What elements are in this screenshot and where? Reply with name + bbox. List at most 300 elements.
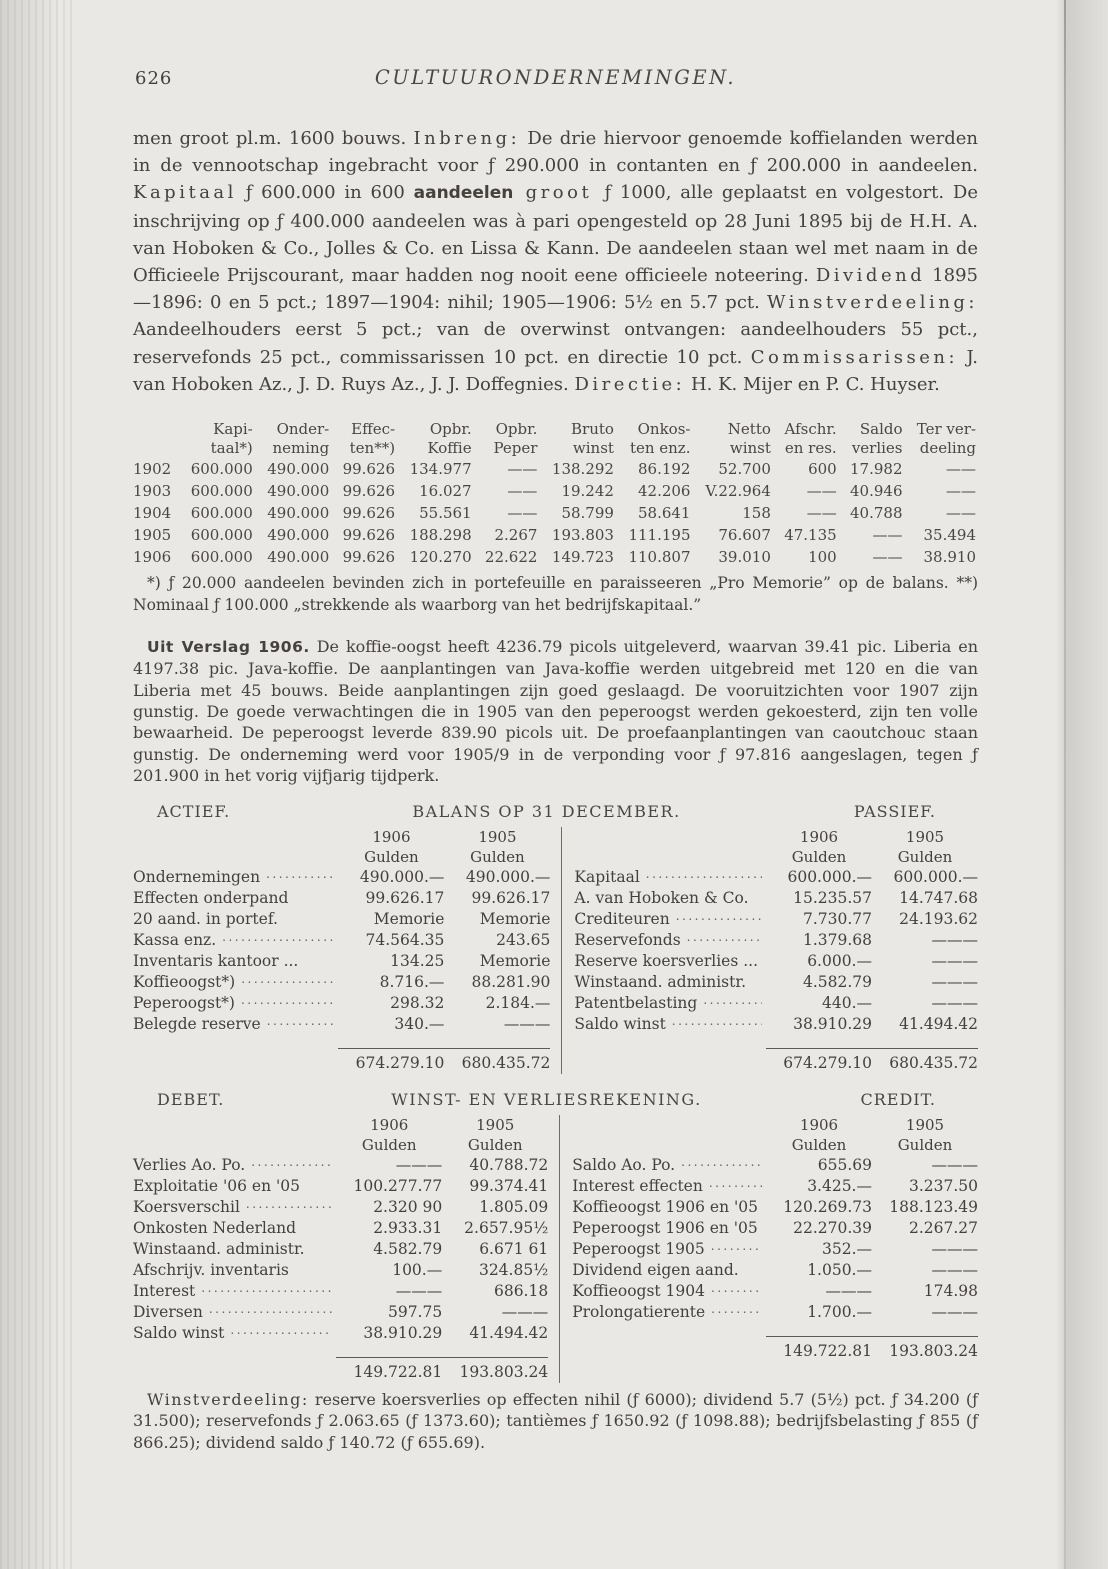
value-1905: 174.98	[923, 1282, 978, 1301]
wv-credit-column	[560, 1115, 978, 1383]
stats-cell: 600.000	[190, 548, 253, 567]
value-1906: 38.910.29	[363, 1324, 443, 1343]
value-1905: 243.65	[496, 931, 551, 950]
intro-segment: ƒ 1000, alle geplaatst en volgestort. De inschrijving op ƒ 400.000 aandeelen was à pari opengesteld op 28 Juni 1895 bij de H.H. A. van Hoboken & Co., Jolles & Co. en Lissa & Kann. De aandeelen staan wel met naam in de Officieele Prijscourant, maar hadden nog nooit eene officieele noteering.	[133, 182, 978, 287]
stats-cell: 16.027	[419, 482, 472, 501]
value-1905: 2.657.95½	[464, 1219, 549, 1238]
wv-heading	[133, 1090, 978, 1109]
dot-leader	[249, 1155, 332, 1176]
stats-cell: ——	[946, 460, 976, 479]
dot-leader	[265, 1014, 335, 1035]
debet-row	[133, 1239, 548, 1260]
stats-cell: 35.494	[923, 526, 976, 545]
value-1905: 600.000.—	[893, 868, 978, 887]
debet-row	[133, 1155, 548, 1176]
unit-label: Gulden	[791, 848, 847, 867]
value-1905: 41.494.42	[469, 1324, 549, 1343]
row-label: Koffieoogst 1906 en '05	[572, 1198, 758, 1217]
stats-header-row	[133, 420, 978, 458]
stats-cell: 600.000	[190, 460, 253, 479]
stats-cell: 40.946	[850, 482, 903, 501]
dot-leader	[709, 1302, 762, 1323]
row-label: Diversen	[133, 1303, 203, 1322]
passief-row	[574, 867, 978, 888]
stats-cell: 600.000	[190, 482, 253, 501]
row-label: 20 aand. in portef.	[133, 910, 278, 929]
stats-year-cell: 1904	[133, 504, 172, 523]
table-footnote: *) ƒ 20.000 aandeelen bevinden zich in portefeuille en paraisseeren „Pro Memorie” op de balans. **) Nominaal ƒ 100.000 „strekkende als waarborg van het bedrijfskapitaal.”	[133, 574, 978, 614]
stats-cell: 111.195	[628, 526, 691, 545]
term-aandeelen-bold: aandeelen	[413, 183, 514, 204]
total-1906: 149.722.81	[783, 1342, 872, 1361]
stats-cell: 40.788	[850, 504, 903, 523]
row-label: Belegde reserve	[133, 1015, 261, 1034]
verslag-label: Uit Verslag 1906.	[147, 638, 310, 657]
actief-row	[133, 951, 550, 972]
row-label: Koffieoogst 1904	[572, 1282, 705, 1301]
value-1905: 1.805.09	[479, 1198, 549, 1217]
dot-leader	[679, 1155, 762, 1176]
stats-cell: 600.000	[190, 526, 253, 545]
unit-header-row	[574, 847, 978, 867]
term-winstverdeeling: Winstverdeeling:	[767, 292, 978, 314]
stats-cell: V.22.964	[705, 482, 771, 501]
row-label: Prolongatierente	[572, 1303, 706, 1322]
page-content	[133, 0, 978, 1453]
credit-row	[572, 1155, 978, 1176]
value-1906: 134.25	[390, 952, 445, 971]
dot-leader	[239, 972, 334, 993]
total-1905: 193.803.24	[459, 1363, 549, 1382]
year-header-row	[574, 827, 978, 847]
credit-row	[572, 1239, 978, 1260]
row-label: Koffieoogst*)	[133, 973, 236, 992]
value-1906: 7.730.77	[802, 910, 872, 929]
balans-heading	[133, 802, 978, 821]
page-number: 626	[135, 68, 173, 89]
stats-cell: 99.626	[342, 548, 396, 567]
value-1906: 120.269.73	[783, 1198, 872, 1217]
stats-cell: 100	[808, 548, 837, 567]
stats-cell: 490.000	[267, 504, 330, 523]
value-1906: 4.582.79	[373, 1240, 443, 1259]
row-label: Saldo Ao. Po.	[572, 1156, 676, 1175]
stats-cell: 600	[808, 460, 837, 479]
value-1906: 15.235.57	[793, 889, 872, 908]
running-title: CULTUURONDERNEMINGEN.	[374, 66, 737, 89]
stats-column-header: Onkos- ten enz.	[629, 420, 691, 457]
value-1906: 100.—	[392, 1261, 443, 1280]
credit-row	[572, 1197, 978, 1218]
passief-total-row	[574, 1048, 978, 1072]
row-label: Winstaand. administr.	[133, 1240, 305, 1259]
stats-cell: 42.206	[637, 482, 691, 501]
value-1906: 597.75	[387, 1303, 443, 1322]
term-groot: groot	[513, 182, 605, 204]
dot-leader	[207, 1302, 332, 1323]
stats-cell: 47.135	[784, 526, 837, 545]
stats-cell: 490.000	[267, 526, 330, 545]
row-label: Kassa enz.	[133, 931, 217, 950]
year-label: 1905	[905, 828, 945, 847]
intro-paragraph	[133, 125, 978, 398]
debet-row	[133, 1281, 548, 1302]
value-1906: 2.320 90	[373, 1198, 443, 1217]
stats-cell: 99.626	[342, 504, 396, 523]
value-1906: ———	[825, 1282, 872, 1301]
stats-data-row	[133, 458, 978, 480]
intro-segment: Aandeelhouders eerst 5 pct.; van de overwinst ontvangen: aandeelhouders 55 pct., reservefonds 25 pct., commissarissen 10 pct. en directie 10 pct.	[133, 319, 978, 368]
dot-leader	[709, 1239, 762, 1260]
value-1906: 352.—	[821, 1240, 872, 1259]
unit-header-row	[133, 847, 550, 867]
passief-row	[574, 1014, 978, 1035]
value-1905: ———	[503, 1015, 551, 1034]
row-label: Verlies Ao. Po.	[133, 1156, 246, 1175]
stats-cell: 149.723	[551, 548, 614, 567]
stats-year-cell: 1903	[133, 482, 172, 501]
value-1906: 440.—	[821, 994, 872, 1013]
total-1905: 193.803.24	[889, 1342, 978, 1361]
value-1905: 6.671 61	[479, 1240, 549, 1259]
stats-cell: 19.242	[561, 482, 614, 501]
credit-total-row	[572, 1336, 978, 1360]
scan-crease-line	[1064, 0, 1066, 1569]
stats-cell: 58.799	[561, 504, 614, 523]
intro-segment: J. van Hoboken Az., J. D. Ruys Az., J. J. Doffegnies.	[133, 346, 978, 395]
value-1905: 40.788.72	[469, 1156, 549, 1175]
row-label: Koersverschil	[133, 1198, 240, 1217]
credit-row	[572, 1176, 978, 1197]
unit-label: Gulden	[897, 848, 953, 867]
year-label: 1906	[799, 828, 839, 847]
term-kapitaal: Kapitaal	[133, 182, 237, 204]
term-inbreng: Inbreng:	[413, 128, 521, 149]
credit-row	[572, 1260, 978, 1281]
stats-column-header: Onder- neming	[272, 420, 330, 457]
stats-year-cell: 1905	[133, 526, 172, 545]
stats-column-header: Opbr. Peper	[493, 420, 538, 457]
value-1905: 14.747.68	[899, 889, 978, 908]
row-label: Dividend eigen aand.	[572, 1261, 739, 1280]
row-label: Ondernemingen	[133, 868, 261, 887]
value-1906: 490.000.—	[359, 868, 445, 887]
credit-row	[572, 1281, 978, 1302]
term-dividend: Dividend	[815, 265, 926, 287]
year-label: 1905	[905, 1116, 945, 1135]
value-1905: ———	[931, 1303, 978, 1322]
verslag-paragraph	[133, 636, 978, 786]
term-directie: Directie:	[574, 373, 686, 395]
stats-cell: 22.622	[484, 548, 538, 567]
stats-cell: 52.700	[718, 460, 771, 479]
dot-leader	[220, 930, 334, 951]
value-1905: 686.18	[493, 1282, 549, 1301]
wv-title: WINST- EN VERLIESREKENING.	[391, 1090, 702, 1110]
stats-data-row	[133, 524, 978, 546]
value-1906: 4.582.79	[802, 973, 872, 992]
year-header-row	[133, 1115, 548, 1135]
stats-cell: 38.910	[923, 548, 976, 567]
row-label: Kapitaal	[574, 868, 640, 887]
row-label: Peperoogst 1906 en '05	[572, 1219, 758, 1238]
yearly-results-table	[133, 420, 978, 568]
passief-row	[574, 993, 978, 1014]
total-1906: 674.279.10	[783, 1054, 872, 1073]
stats-cell: 76.607	[718, 526, 771, 545]
row-label: Afschrijv. inventaris	[133, 1261, 289, 1280]
wv-debet-column	[133, 1115, 560, 1383]
passief-row	[574, 888, 978, 909]
dot-leader	[264, 867, 334, 888]
row-label: Saldo winst	[133, 1324, 225, 1343]
stats-column-header: Opbr. Koffie	[427, 420, 472, 457]
winstverdeeling-label: Winstverdeeling:	[147, 1390, 309, 1410]
actief-row	[133, 867, 550, 888]
value-1906: 6.000.—	[807, 952, 872, 971]
value-1906: 38.910.29	[793, 1015, 872, 1034]
value-1906: 22.270.39	[793, 1219, 872, 1238]
value-1905: 490.000.—	[465, 868, 551, 887]
stats-cell: 193.803	[551, 526, 614, 545]
stats-cell: 490.000	[267, 548, 330, 567]
value-1905: 99.626.17	[471, 889, 551, 908]
debet-row	[133, 1218, 548, 1239]
dot-leader	[685, 930, 762, 951]
intro-segment: De drie hiervoor genoemde koffielanden werden in de vennootschap ingebracht voor ƒ 290.000 in contanten en ƒ 200.000 in aandeelen.	[133, 128, 979, 177]
stats-column-header: Afschr. en res.	[784, 420, 837, 457]
dot-leader	[199, 1281, 332, 1302]
stats-year-cell: 1906	[133, 548, 172, 567]
stats-cell: 110.807	[628, 548, 691, 567]
unit-label: Gulden	[897, 1136, 953, 1155]
row-label: Onkosten Nederland	[133, 1219, 297, 1238]
balans-sheet	[133, 827, 978, 1074]
verslag-text: De koffie-oogst heeft 4236.79 picols uitgeleverd, waarvan 39.41 pic. Liberia en 4197.38 pic. Java-koffie. De aanplantingen van Java-koffie werden uitgebreid met 120 en die van Liberia met 45 bouws. Beide aanplantingen zijn goed geslaagd. De vooruitzichten voor 1907 zijn gunstig. De goede verwachtingen die in 1905 van den peperoogst werden gekoesterd, zijn ten volle bewaarheid. De peperoogst leverde 839.90 picols uit. De proefaanplantingen van caoutchouc staan gunstig. De onderneming werd voor 1905/9 in de verponding voor ƒ 97.816 aangeslagen, tegen ƒ 201.900 in het vorig vijfjarig tijdperk.	[133, 637, 978, 785]
year-label: 1906	[370, 1116, 409, 1135]
stats-cell: 99.626	[342, 526, 396, 545]
dot-leader	[244, 1197, 332, 1218]
intro-segment: men groot pl.m. 1600 bouws.	[133, 128, 414, 149]
value-1905: ———	[931, 1240, 978, 1259]
value-1905: 2.184.—	[485, 994, 551, 1013]
stats-column-header: Bruto winst	[571, 420, 614, 457]
balans-actief-column	[133, 827, 562, 1074]
value-1905: 88.281.90	[471, 973, 551, 992]
year-label: 1905	[476, 1116, 515, 1135]
stats-cell: 158	[742, 504, 771, 523]
passief-row	[574, 930, 978, 951]
total-1906: 674.279.10	[355, 1054, 445, 1073]
term-commissarissen: Commissarissen:	[750, 346, 959, 368]
stats-cell: 490.000	[267, 482, 330, 501]
value-1905: 3.237.50	[908, 1177, 978, 1196]
row-label: Saldo winst	[574, 1015, 666, 1034]
value-1906: 1.050.—	[807, 1261, 872, 1280]
stats-cell: ——	[507, 504, 538, 523]
year-header-row	[572, 1115, 978, 1135]
unit-label: Gulden	[467, 1136, 523, 1155]
value-1905: ———	[931, 994, 978, 1013]
scan-page-edge	[1056, 0, 1108, 1569]
unit-header-row	[133, 1135, 548, 1155]
total-1905: 680.435.72	[461, 1054, 551, 1073]
dot-leader	[701, 993, 762, 1014]
dot-leader	[707, 1176, 762, 1197]
stats-cell: ——	[507, 460, 538, 479]
unit-label: Gulden	[361, 1136, 417, 1155]
dot-leader	[670, 1014, 762, 1035]
passief-title: PASSIEF.	[853, 802, 936, 822]
value-1905: ———	[931, 931, 978, 950]
stats-column-header	[133, 420, 178, 458]
year-header-row	[133, 827, 550, 847]
year-label: 1905	[478, 828, 517, 847]
dot-leader	[709, 1281, 762, 1302]
value-1905: ———	[931, 952, 978, 971]
intro-segment: H. K. Mijer en P. C. Huyser.	[685, 373, 940, 395]
value-1906: 600.000.—	[787, 868, 872, 887]
balans-passief-column	[562, 827, 978, 1074]
stats-cell: 600.000	[190, 504, 253, 523]
stats-cell: 490.000	[267, 460, 330, 479]
actief-title: ACTIEF.	[157, 802, 231, 822]
row-label: Interest effecten	[572, 1177, 703, 1196]
total-1906: 149.722.81	[353, 1363, 443, 1382]
stats-cell: 58.641	[637, 504, 691, 523]
row-label: Peperoogst 1905	[572, 1240, 705, 1259]
row-label: Winstaand. administr.	[574, 973, 747, 992]
stats-cell: ——	[946, 482, 976, 501]
row-label: Effecten onderpand	[133, 889, 289, 908]
stats-column-header: Saldo verlies	[851, 420, 903, 457]
row-label: A. van Hoboken & Co.	[574, 889, 749, 908]
row-label: Exploitatie '06 en '05	[133, 1177, 300, 1196]
stats-cell: ——	[806, 504, 837, 523]
unit-label: Gulden	[791, 1136, 847, 1155]
stats-cell: 134.977	[409, 460, 472, 479]
stats-column-header: Netto winst	[727, 420, 771, 457]
stats-cell: 2.267	[494, 526, 538, 545]
row-label: Reserve koersverlies ...	[574, 952, 758, 971]
stats-column-header: Ter ver- deeling	[916, 420, 976, 457]
credit-title: CREDIT.	[860, 1090, 936, 1110]
total-1905: 680.435.72	[889, 1054, 978, 1073]
value-1905: 324.85½	[478, 1261, 549, 1280]
dot-leader	[644, 867, 762, 888]
value-1906: 655.69	[817, 1156, 872, 1175]
stats-year-cell: 1902	[133, 460, 172, 479]
stats-cell: 99.626	[342, 482, 396, 501]
value-1906: ———	[395, 1282, 443, 1301]
passief-row	[574, 972, 978, 993]
row-label: Peperoogst*)	[133, 994, 235, 1013]
value-1906: 100.277.77	[353, 1177, 443, 1196]
stats-cell: ——	[806, 482, 837, 501]
stats-cell: ——	[872, 548, 903, 567]
stats-cell: 39.010	[718, 548, 771, 567]
value-1905: Memorie	[479, 910, 551, 929]
value-1906: 74.564.35	[365, 931, 445, 950]
unit-header-row	[572, 1135, 978, 1155]
debet-total-row	[133, 1357, 548, 1381]
row-label: Reservefonds	[574, 931, 681, 950]
row-label: Interest	[133, 1282, 196, 1301]
actief-row	[133, 993, 550, 1014]
stats-cell: 55.561	[419, 504, 472, 523]
stats-data-row	[133, 546, 978, 568]
passief-row	[574, 951, 978, 972]
page-header	[133, 66, 978, 92]
debet-row	[133, 1323, 548, 1344]
row-label: Inventaris kantoor ...	[133, 952, 299, 971]
value-1905: ———	[931, 1261, 978, 1280]
stats-cell: 86.192	[637, 460, 691, 479]
stats-cell: ——	[946, 504, 976, 523]
stats-cell: 17.982	[850, 460, 903, 479]
stats-cell: 138.292	[551, 460, 614, 479]
stats-data-row	[133, 502, 978, 524]
stats-column-header: Kapi- taal*)	[210, 420, 253, 457]
value-1906: Memorie	[373, 910, 445, 929]
balans-title: BALANS OP 31 DECEMBER.	[412, 802, 681, 822]
value-1905: ———	[501, 1303, 549, 1322]
actief-row	[133, 888, 550, 909]
passief-row	[574, 909, 978, 930]
stats-data-row	[133, 480, 978, 502]
value-1905: 24.193.62	[899, 910, 978, 929]
value-1906: 1.379.68	[802, 931, 872, 950]
winstverdeeling-text: reserve koersverlies op effecten nihil (ƒ 6000); dividend 5.7 (5½) pct. ƒ 34.200 (ƒ 31.500); reservefonds ƒ 2.063.65 (ƒ 1373.60); tantièmes ƒ 1650.92 (ƒ 1098.88); bedrijfsbelasting ƒ 855 (ƒ 866.25); dividend saldo ƒ 140.72 (ƒ 655.69).	[133, 1390, 978, 1452]
row-label: Patentbelasting	[574, 994, 698, 1013]
value-1905: 188.123.49	[889, 1198, 978, 1217]
value-1906: ———	[395, 1156, 443, 1175]
stats-cell: ——	[507, 482, 538, 501]
year-label: 1906	[372, 828, 411, 847]
stats-cell: 120.270	[409, 548, 472, 567]
value-1905: 41.494.42	[899, 1015, 978, 1034]
winstverdeeling-paragraph	[133, 1389, 978, 1453]
actief-total-row	[133, 1048, 550, 1072]
value-1906: 2.933.31	[373, 1219, 443, 1238]
debet-title: DEBET.	[157, 1090, 225, 1110]
wv-sheet	[133, 1115, 978, 1383]
unit-label: Gulden	[364, 848, 419, 867]
value-1905: 2.267.27	[908, 1219, 978, 1238]
intro-segment: ƒ 600.000 in 600	[236, 182, 414, 204]
actief-row	[133, 972, 550, 993]
stats-column-header: Effec- ten**)	[349, 420, 396, 457]
dot-leader	[228, 1323, 332, 1344]
credit-row	[572, 1302, 978, 1323]
value-1905: 99.374.41	[469, 1177, 549, 1196]
value-1906: 8.716.—	[379, 973, 445, 992]
credit-row	[572, 1218, 978, 1239]
value-1905: Memorie	[479, 952, 551, 971]
dot-leader	[239, 993, 334, 1014]
debet-row	[133, 1176, 548, 1197]
value-1906: 1.700.—	[807, 1303, 872, 1322]
debet-row	[133, 1260, 548, 1281]
dot-leader	[674, 909, 762, 930]
intro-segment: 1895—1896: 0 en 5 pct.; 1897—1904: nihil; 1905—1906: 5½ en 5.7 pct.	[133, 265, 978, 314]
actief-row	[133, 909, 550, 930]
year-label: 1906	[799, 1116, 839, 1135]
actief-row	[133, 930, 550, 951]
stats-cell: ——	[872, 526, 903, 545]
unit-label: Gulden	[470, 848, 525, 867]
debet-row	[133, 1302, 548, 1323]
